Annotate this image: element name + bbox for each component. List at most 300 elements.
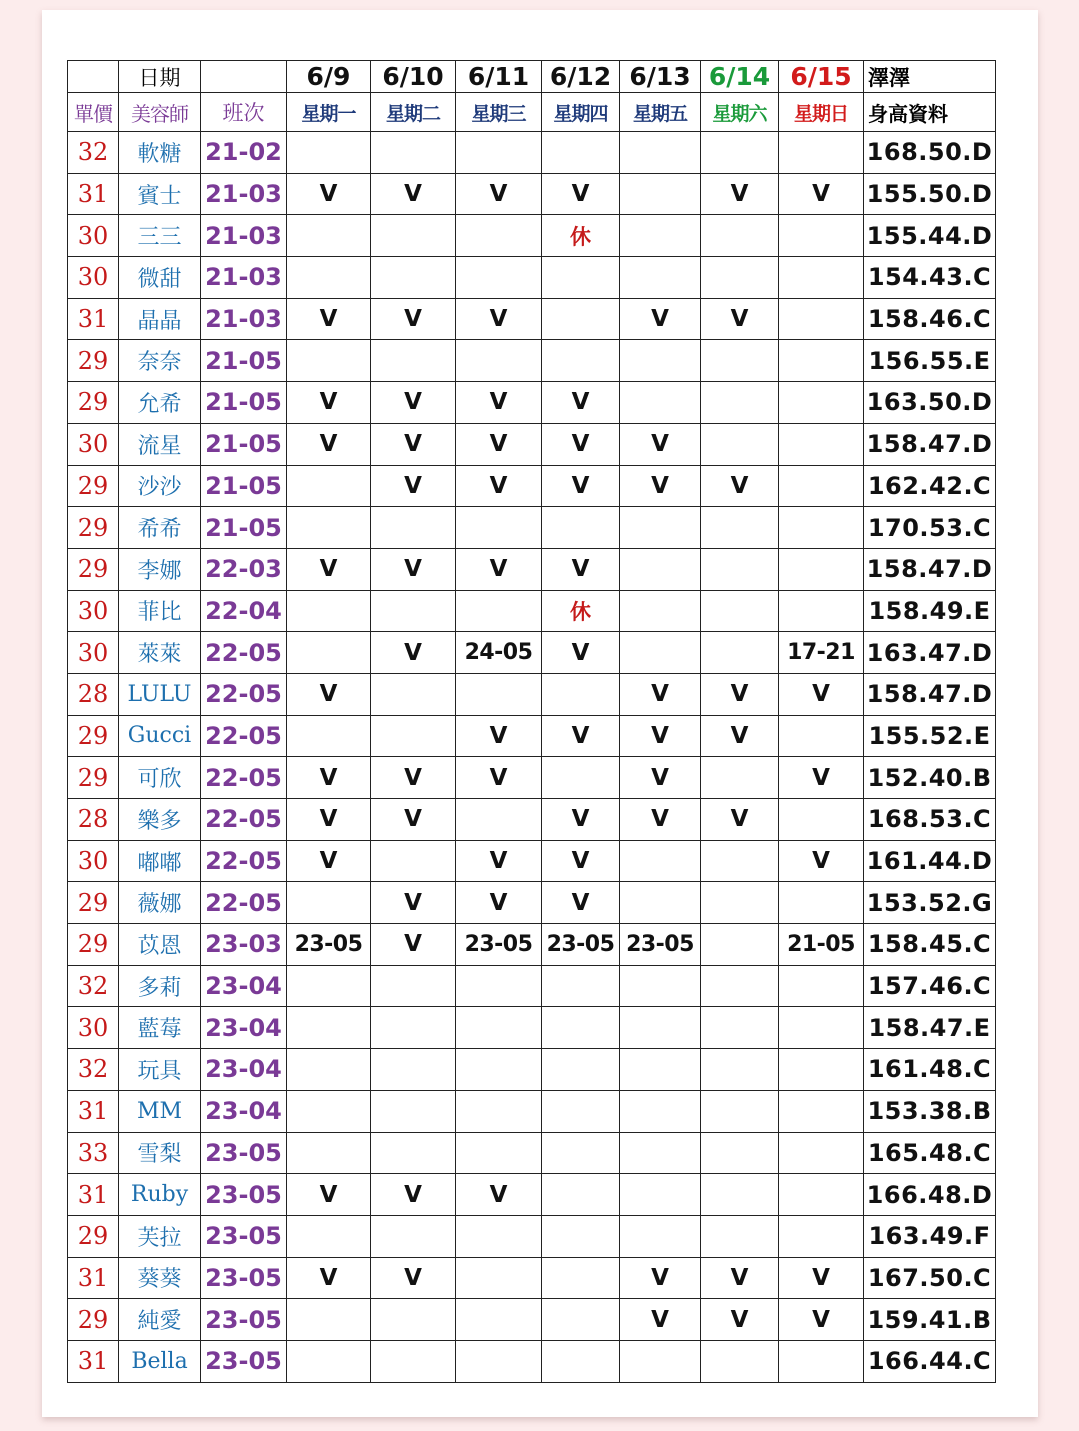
day-cell-sun: V	[779, 757, 864, 799]
day-cell-thu	[542, 1257, 620, 1299]
beautician-name-cell: Bella	[119, 1340, 201, 1382]
day-cell-sat	[701, 1340, 779, 1382]
shift-cell: 21-05	[201, 340, 287, 382]
shift-cell: 21-03	[201, 298, 287, 340]
day-cell-thu	[542, 1132, 620, 1174]
weekday-mon: 星期一	[287, 93, 371, 132]
day-cell-tue	[371, 1215, 456, 1257]
day-cell-mon: V	[287, 757, 371, 799]
beautician-label: 美容師	[119, 93, 201, 132]
day-cell-wed: V	[456, 715, 542, 757]
day-cell-fri	[620, 382, 701, 424]
day-cell-sun	[779, 1132, 864, 1174]
day-cell-mon	[287, 1215, 371, 1257]
day-cell-sat	[701, 757, 779, 799]
price-cell: 29	[68, 1215, 119, 1257]
price-cell: 30	[68, 1007, 119, 1049]
day-cell-tue	[371, 1340, 456, 1382]
shift-cell: 23-05	[201, 1215, 287, 1257]
day-cell-wed	[456, 1257, 542, 1299]
shift-cell: 23-05	[201, 1132, 287, 1174]
day-cell-thu: V	[542, 632, 620, 674]
day-cell-wed	[456, 132, 542, 174]
header-row-weekdays	[68, 93, 996, 132]
price-cell: 29	[68, 340, 119, 382]
table-row	[68, 215, 996, 257]
day-cell-tue	[371, 257, 456, 299]
day-cell-wed: V	[456, 465, 542, 507]
price-cell: 29	[68, 1299, 119, 1341]
price-cell: 30	[68, 632, 119, 674]
date-wed: 6/11	[456, 61, 542, 93]
beautician-name-cell: 賓士	[119, 173, 201, 215]
table-row	[68, 173, 996, 215]
day-cell-fri: V	[620, 1299, 701, 1341]
day-cell-fri	[620, 1174, 701, 1216]
beautician-name-cell: Ruby	[119, 1174, 201, 1216]
day-cell-mon: V	[287, 673, 371, 715]
height-cell: 155.50.D	[864, 173, 996, 215]
table-row	[68, 632, 996, 674]
day-cell-thu: V	[542, 799, 620, 841]
day-cell-thu: V	[542, 840, 620, 882]
weekday-thu: 星期四	[542, 93, 620, 132]
day-cell-sat	[701, 924, 779, 966]
height-cell: 162.42.C	[864, 465, 996, 507]
day-cell-mon: V	[287, 298, 371, 340]
day-cell-thu	[542, 1007, 620, 1049]
day-cell-tue: V	[371, 423, 456, 465]
price-cell: 29	[68, 924, 119, 966]
price-cell: 29	[68, 382, 119, 424]
day-cell-sun: V	[779, 1299, 864, 1341]
day-cell-thu: V	[542, 173, 620, 215]
day-cell-sun	[779, 965, 864, 1007]
beautician-name-cell: LULU	[119, 673, 201, 715]
day-cell-fri	[620, 548, 701, 590]
day-cell-sat: V	[701, 173, 779, 215]
price-cell: 31	[68, 1340, 119, 1382]
price-cell: 31	[68, 1257, 119, 1299]
weekday-tue: 星期二	[371, 93, 456, 132]
day-cell-mon	[287, 965, 371, 1007]
table-row	[68, 673, 996, 715]
day-cell-sat	[701, 590, 779, 632]
day-cell-mon	[287, 715, 371, 757]
day-cell-fri: V	[620, 423, 701, 465]
day-cell-fri	[620, 965, 701, 1007]
table-row	[68, 548, 996, 590]
price-cell: 31	[68, 298, 119, 340]
price-cell: 28	[68, 673, 119, 715]
day-cell-thu	[542, 673, 620, 715]
price-cell: 28	[68, 799, 119, 841]
day-cell-tue: V	[371, 757, 456, 799]
day-cell-wed	[456, 1132, 542, 1174]
table-row	[68, 924, 996, 966]
day-cell-sat	[701, 382, 779, 424]
day-cell-wed	[456, 340, 542, 382]
day-cell-tue	[371, 590, 456, 632]
day-cell-wed	[456, 1215, 542, 1257]
height-cell: 159.41.B	[864, 1299, 996, 1341]
day-cell-thu: 23-05	[542, 924, 620, 966]
price-cell: 30	[68, 257, 119, 299]
table-row	[68, 1090, 996, 1132]
day-cell-thu	[542, 257, 620, 299]
day-cell-sun: 17-21	[779, 632, 864, 674]
day-cell-sat	[701, 1049, 779, 1091]
table-row	[68, 1257, 996, 1299]
day-cell-sun: V	[779, 173, 864, 215]
day-cell-wed: 23-05	[456, 924, 542, 966]
beautician-name-cell: 奈奈	[119, 340, 201, 382]
price-cell: 29	[68, 465, 119, 507]
day-cell-wed: 24-05	[456, 632, 542, 674]
shift-cell: 23-04	[201, 1090, 287, 1132]
day-cell-wed: V	[456, 840, 542, 882]
shift-cell: 21-03	[201, 215, 287, 257]
day-cell-wed	[456, 799, 542, 841]
day-cell-mon	[287, 507, 371, 549]
table-row	[68, 715, 996, 757]
day-cell-sun	[779, 1090, 864, 1132]
price-cell: 32	[68, 1049, 119, 1091]
shift-cell: 23-04	[201, 1007, 287, 1049]
day-cell-sun	[779, 590, 864, 632]
price-cell: 30	[68, 215, 119, 257]
date-sat: 6/14	[701, 61, 779, 93]
day-cell-sat	[701, 1174, 779, 1216]
beautician-name-cell: 苡恩	[119, 924, 201, 966]
day-cell-tue: V	[371, 924, 456, 966]
day-cell-fri: V	[620, 298, 701, 340]
price-cell: 30	[68, 590, 119, 632]
day-cell-sat: V	[701, 298, 779, 340]
shift-cell: 22-04	[201, 590, 287, 632]
price-cell: 33	[68, 1132, 119, 1174]
beautician-name-cell: 雪梨	[119, 1132, 201, 1174]
day-cell-thu	[542, 1049, 620, 1091]
table-row	[68, 382, 996, 424]
height-cell: 158.47.D	[864, 423, 996, 465]
shift-cell: 22-05	[201, 632, 287, 674]
day-cell-thu	[542, 132, 620, 174]
shift-cell: 23-04	[201, 1049, 287, 1091]
shift-cell: 21-03	[201, 257, 287, 299]
day-cell-mon	[287, 1049, 371, 1091]
day-cell-fri	[620, 882, 701, 924]
date-label: 日期	[119, 61, 201, 93]
day-cell-sun	[779, 1340, 864, 1382]
day-cell-fri	[620, 257, 701, 299]
day-cell-tue: V	[371, 632, 456, 674]
price-cell: 30	[68, 423, 119, 465]
day-cell-fri	[620, 1049, 701, 1091]
height-cell: 153.38.B	[864, 1090, 996, 1132]
table-row	[68, 298, 996, 340]
day-cell-fri: 23-05	[620, 924, 701, 966]
day-cell-fri: V	[620, 799, 701, 841]
shift-cell: 23-05	[201, 1257, 287, 1299]
day-cell-thu: 休	[542, 590, 620, 632]
day-cell-fri: V	[620, 715, 701, 757]
height-cell: 154.43.C	[864, 257, 996, 299]
day-cell-sun	[779, 799, 864, 841]
day-cell-mon: V	[287, 548, 371, 590]
shift-cell: 23-03	[201, 924, 287, 966]
day-cell-wed: V	[456, 882, 542, 924]
header-corner	[68, 61, 119, 93]
height-cell: 155.44.D	[864, 215, 996, 257]
price-cell: 30	[68, 840, 119, 882]
beautician-name-cell: 菲比	[119, 590, 201, 632]
owner-label: 澤澤	[864, 61, 996, 93]
day-cell-mon	[287, 1090, 371, 1132]
price-label: 單價	[68, 93, 119, 132]
date-sun: 6/15	[779, 61, 864, 93]
table-row	[68, 882, 996, 924]
day-cell-wed: V	[456, 382, 542, 424]
day-cell-wed: V	[456, 173, 542, 215]
day-cell-tue: V	[371, 1257, 456, 1299]
beautician-name-cell: 萊萊	[119, 632, 201, 674]
day-cell-tue	[371, 840, 456, 882]
height-cell: 158.47.D	[864, 673, 996, 715]
day-cell-thu: V	[542, 882, 620, 924]
day-cell-fri	[620, 590, 701, 632]
day-cell-sat: V	[701, 465, 779, 507]
day-cell-mon: V	[287, 1174, 371, 1216]
height-cell: 170.53.C	[864, 507, 996, 549]
day-cell-fri	[620, 1132, 701, 1174]
day-cell-wed	[456, 1340, 542, 1382]
height-cell: 168.50.D	[864, 132, 996, 174]
day-cell-sun	[779, 715, 864, 757]
beautician-name-cell: MM	[119, 1090, 201, 1132]
day-cell-thu: V	[542, 423, 620, 465]
day-cell-mon	[287, 132, 371, 174]
day-cell-mon	[287, 257, 371, 299]
day-cell-fri	[620, 1215, 701, 1257]
day-cell-thu: V	[542, 382, 620, 424]
day-cell-sun: V	[779, 840, 864, 882]
height-cell: 156.55.E	[864, 340, 996, 382]
day-cell-mon	[287, 1299, 371, 1341]
schedule-table	[67, 60, 996, 1383]
day-cell-sun	[779, 1215, 864, 1257]
day-cell-tue	[371, 1132, 456, 1174]
day-cell-thu	[542, 965, 620, 1007]
table-row	[68, 1215, 996, 1257]
day-cell-tue	[371, 507, 456, 549]
date-mon: 6/9	[287, 61, 371, 93]
table-row	[68, 1299, 996, 1341]
header-row-dates	[68, 61, 996, 93]
day-cell-sun	[779, 215, 864, 257]
day-cell-wed	[456, 590, 542, 632]
weekday-sun: 星期日	[779, 93, 864, 132]
day-cell-fri: V	[620, 1257, 701, 1299]
day-cell-tue: V	[371, 382, 456, 424]
beautician-name-cell: 葵葵	[119, 1257, 201, 1299]
day-cell-mon: V	[287, 799, 371, 841]
day-cell-wed	[456, 215, 542, 257]
day-cell-fri	[620, 1007, 701, 1049]
header-blank	[201, 61, 287, 93]
day-cell-fri	[620, 173, 701, 215]
beautician-name-cell: 希希	[119, 507, 201, 549]
day-cell-fri	[620, 1340, 701, 1382]
day-cell-mon	[287, 1007, 371, 1049]
day-cell-mon	[287, 340, 371, 382]
day-cell-thu	[542, 507, 620, 549]
day-cell-mon: V	[287, 382, 371, 424]
day-cell-sat	[701, 1090, 779, 1132]
day-cell-sat	[701, 882, 779, 924]
date-fri: 6/13	[620, 61, 701, 93]
day-cell-sun	[779, 465, 864, 507]
day-cell-tue	[371, 1007, 456, 1049]
day-cell-tue: V	[371, 548, 456, 590]
day-cell-thu: V	[542, 548, 620, 590]
day-cell-fri	[620, 632, 701, 674]
shift-cell: 23-05	[201, 1299, 287, 1341]
day-cell-mon	[287, 465, 371, 507]
day-cell-sat	[701, 423, 779, 465]
day-cell-wed	[456, 507, 542, 549]
shift-cell: 21-05	[201, 423, 287, 465]
shift-cell: 23-05	[201, 1174, 287, 1216]
beautician-name-cell: 薇娜	[119, 882, 201, 924]
day-cell-thu	[542, 1215, 620, 1257]
day-cell-fri	[620, 132, 701, 174]
day-cell-wed	[456, 965, 542, 1007]
day-cell-wed: V	[456, 1174, 542, 1216]
day-cell-fri	[620, 507, 701, 549]
price-cell: 31	[68, 1090, 119, 1132]
day-cell-mon	[287, 215, 371, 257]
day-cell-sun	[779, 257, 864, 299]
weekday-wed: 星期三	[456, 93, 542, 132]
beautician-name-cell: 芙拉	[119, 1215, 201, 1257]
day-cell-thu	[542, 298, 620, 340]
day-cell-sun	[779, 507, 864, 549]
day-cell-wed	[456, 1049, 542, 1091]
shift-cell: 21-05	[201, 382, 287, 424]
height-cell: 168.53.C	[864, 799, 996, 841]
day-cell-tue: V	[371, 173, 456, 215]
beautician-name-cell: 流星	[119, 423, 201, 465]
day-cell-sat: V	[701, 715, 779, 757]
day-cell-sat	[701, 257, 779, 299]
day-cell-fri	[620, 840, 701, 882]
shift-cell: 21-05	[201, 507, 287, 549]
beautician-name-cell: 微甜	[119, 257, 201, 299]
beautician-name-cell: 玩具	[119, 1049, 201, 1091]
beautician-name-cell: 三三	[119, 215, 201, 257]
table-row	[68, 340, 996, 382]
day-cell-wed	[456, 1007, 542, 1049]
day-cell-wed: V	[456, 298, 542, 340]
day-cell-wed: V	[456, 423, 542, 465]
price-cell: 29	[68, 757, 119, 799]
day-cell-sat: V	[701, 673, 779, 715]
table-row	[68, 257, 996, 299]
day-cell-fri: V	[620, 465, 701, 507]
beautician-name-cell: 允希	[119, 382, 201, 424]
beautician-name-cell: 嘟嘟	[119, 840, 201, 882]
day-cell-tue	[371, 1090, 456, 1132]
price-cell: 29	[68, 882, 119, 924]
day-cell-sat: V	[701, 799, 779, 841]
day-cell-mon	[287, 632, 371, 674]
day-cell-sat	[701, 1215, 779, 1257]
shift-cell: 22-05	[201, 799, 287, 841]
height-cell: 163.50.D	[864, 382, 996, 424]
table-row	[68, 1049, 996, 1091]
day-cell-tue	[371, 965, 456, 1007]
day-cell-sun	[779, 423, 864, 465]
day-cell-mon	[287, 882, 371, 924]
price-cell: 29	[68, 548, 119, 590]
shift-cell: 21-03	[201, 173, 287, 215]
day-cell-wed	[456, 1299, 542, 1341]
day-cell-sun: V	[779, 1257, 864, 1299]
table-row	[68, 1174, 996, 1216]
height-label: 身高資料	[864, 93, 996, 132]
day-cell-sun	[779, 548, 864, 590]
height-cell: 158.47.D	[864, 548, 996, 590]
day-cell-tue	[371, 673, 456, 715]
day-cell-thu: V	[542, 465, 620, 507]
day-cell-thu	[542, 757, 620, 799]
day-cell-sat	[701, 840, 779, 882]
day-cell-sun	[779, 132, 864, 174]
height-cell: 153.52.G	[864, 882, 996, 924]
table-row	[68, 465, 996, 507]
price-cell: 31	[68, 1174, 119, 1216]
table-row	[68, 590, 996, 632]
day-cell-sun	[779, 1049, 864, 1091]
day-cell-sat: V	[701, 1299, 779, 1341]
day-cell-sun: V	[779, 673, 864, 715]
beautician-name-cell: 可欣	[119, 757, 201, 799]
height-cell: 163.47.D	[864, 632, 996, 674]
price-cell: 32	[68, 965, 119, 1007]
day-cell-sat	[701, 507, 779, 549]
shift-cell: 22-05	[201, 715, 287, 757]
beautician-name-cell: 沙沙	[119, 465, 201, 507]
shift-cell: 22-05	[201, 757, 287, 799]
day-cell-wed	[456, 673, 542, 715]
day-cell-mon	[287, 1340, 371, 1382]
height-cell: 166.48.D	[864, 1174, 996, 1216]
day-cell-mon: V	[287, 1257, 371, 1299]
table-row	[68, 507, 996, 549]
height-cell: 158.49.E	[864, 590, 996, 632]
day-cell-sat	[701, 215, 779, 257]
day-cell-sun	[779, 1174, 864, 1216]
beautician-name-cell: Gucci	[119, 715, 201, 757]
table-row	[68, 757, 996, 799]
day-cell-mon	[287, 1132, 371, 1174]
table-row	[68, 423, 996, 465]
shift-cell: 22-03	[201, 548, 287, 590]
height-cell: 155.52.E	[864, 715, 996, 757]
day-cell-fri	[620, 215, 701, 257]
day-cell-sun: 21-05	[779, 924, 864, 966]
